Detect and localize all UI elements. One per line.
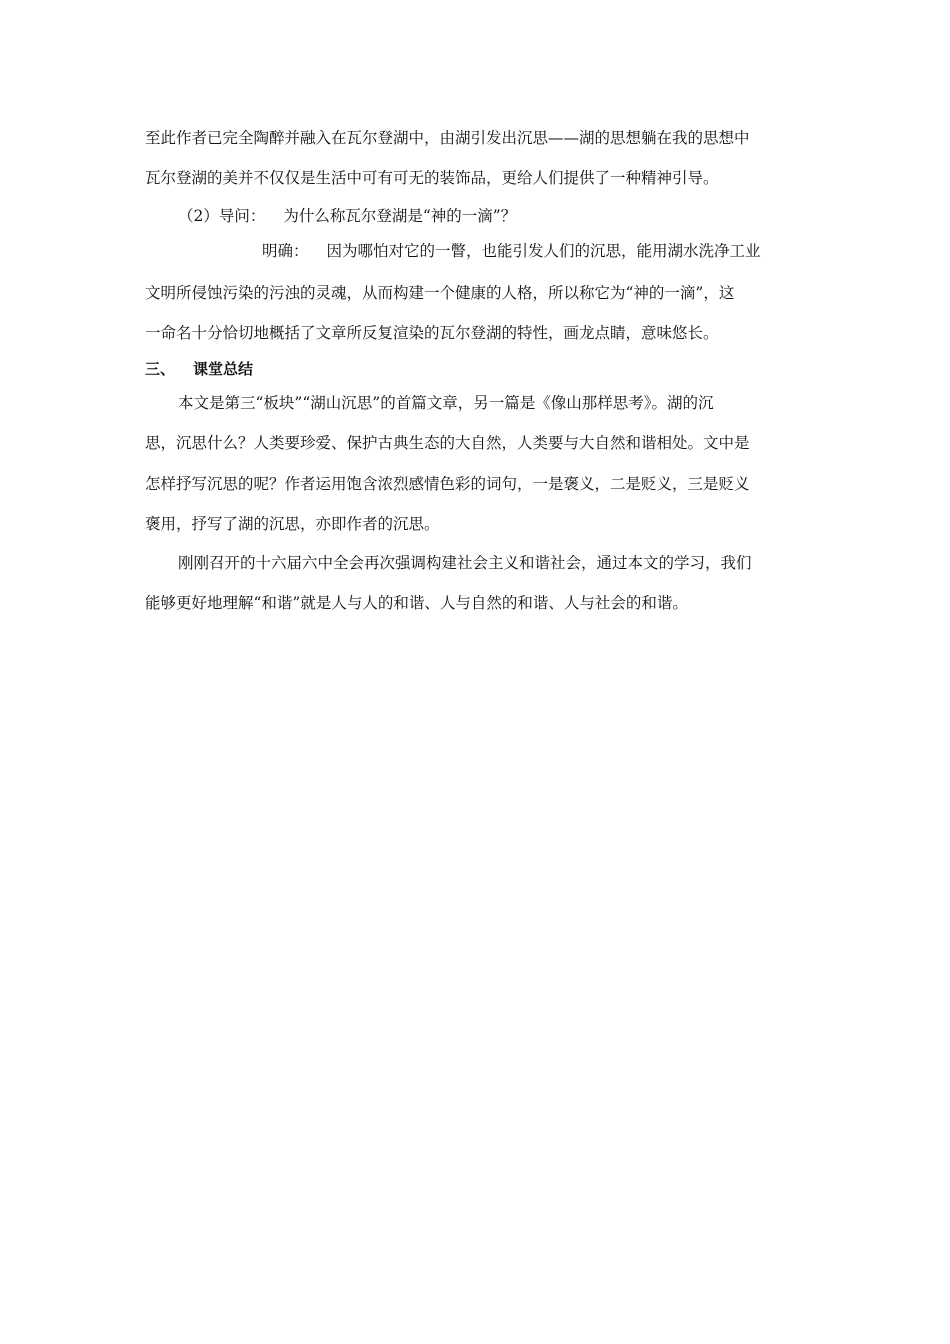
section-title: 课堂总结 [193,360,254,378]
summary-para-1-line-4: 褒用，抒写了湖的沉思，亦即作者的沉思。 [145,515,440,533]
question-label: （2）导问： [178,207,266,225]
section-heading [145,359,253,379]
summary-para-1-line-2: 思，沉思什么？人类要珍爱、保护古典生态的大自然，人类要与大自然和谐相处。文中是 [145,434,750,452]
summary-para-2-line-1: 刚刚召开的十六届六中全会再次强调构建社会主义和谐社会，通过本文的学习，我们 [178,554,752,572]
section-number: 三、 [145,360,176,378]
summary-para-2-line-2: 能够更好地理解“和谐”就是人与人的和谐、人与自然的和谐、人与社会的和谐。 [145,594,688,612]
text-line-1: 至此作者已完全陶醉并融入在瓦尔登湖中，由湖引发出沉思——湖的思想躺在我的思想中 [145,129,750,147]
summary-para-1-line-1: 本文是第三“板块”“湖山沉思”的首篇文章，另一篇是《像山那样思考》。湖的沉 [178,394,714,412]
answer-line-2: 文明所侵蚀污染的污浊的灵魂，从而构建一个健康的人格，所以称它为“神的一滴”，这 [145,284,735,302]
answer-line-3: 一命名十分恰切地概括了文章所反复渲染的瓦尔登湖的特性，画龙点睛，意味悠长。 [145,324,719,342]
answer-line [262,241,761,261]
question-text: 为什么称瓦尔登湖是“神的一滴”？ [283,207,517,225]
answer-text-start: 因为哪怕对它的一瞥，也能引发人们的沉思，能用湖水洗净工业 [326,242,761,260]
text-line-2: 瓦尔登湖的美并不仅仅是生活中可有可无的装饰品，更给人们提供了一种精神引导。 [145,169,719,187]
question-line [178,206,516,226]
summary-para-1-line-3: 怎样抒写沉思的呢？作者运用饱含浓烈感情色彩的词句，一是褒义，二是贬义，三是贬义 [145,475,750,493]
answer-label: 明确： [262,242,309,260]
